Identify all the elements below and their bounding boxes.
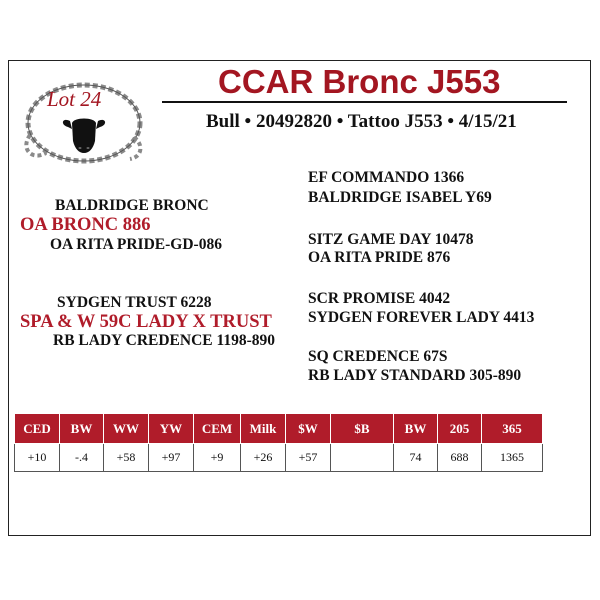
epd-value-dollar-w: +57 (286, 444, 331, 472)
epd-header-actual-bw: BW (394, 414, 438, 444)
pedigree-sire-dam-sire: SITZ GAME DAY 10478 (308, 231, 474, 248)
lot-label: Lot 24 (47, 87, 102, 111)
pedigree-dam-sire: SYDGEN TRUST 6228 (57, 294, 212, 311)
pedigree-sire-sire-dam: BALDRIDGE ISABEL Y69 (308, 189, 492, 206)
epd-header-row (15, 414, 543, 444)
epd-value-ww: +58 (104, 444, 149, 472)
pedigree-sire-dam-dam: OA RITA PRIDE 876 (308, 249, 451, 266)
epd-value-yw: +97 (149, 444, 194, 472)
epd-header-ced: CED (15, 414, 60, 444)
animal-info-line: Bull • 20492820 • Tattoo J553 • 4/15/21 (206, 111, 517, 132)
epd-value-cem: +9 (194, 444, 241, 472)
epd-header-milk: Milk (241, 414, 286, 444)
pedigree-sire: OA BRONC 886 (20, 215, 151, 235)
epd-header-205: 205 (438, 414, 482, 444)
epd-header-dollar-w: $W (286, 414, 331, 444)
epd-header-cem: CEM (194, 414, 241, 444)
pedigree-dam: SPA & W 59C LADY X TRUST (20, 312, 272, 332)
epd-value-205: 688 (438, 444, 482, 472)
epd-header-365: 365 (482, 414, 543, 444)
epd-header-dollar-b: $B (331, 414, 394, 444)
epd-header-yw: YW (149, 414, 194, 444)
pedigree-sire-sire: BALDRIDGE BRONC (55, 197, 209, 214)
pedigree-dam-sire-sire: SCR PROMISE 4042 (308, 290, 451, 307)
epd-value-row (15, 444, 543, 472)
animal-name-title: CCAR Bronc J553 (218, 63, 501, 100)
epd-header-bw: BW (60, 414, 104, 444)
epd-value-bw: -.4 (60, 444, 104, 472)
pedigree-dam-sire-dam: SYDGEN FOREVER LADY 4413 (308, 309, 535, 326)
epd-value-dollar-b (331, 444, 394, 472)
epd-value-365: 1365 (482, 444, 543, 472)
pedigree-dam-dam-dam: RB LADY STANDARD 305-890 (308, 367, 522, 384)
epd-value-milk: +26 (241, 444, 286, 472)
epd-header-ww: WW (104, 414, 149, 444)
epd-value-actual-bw: 74 (394, 444, 438, 472)
title-divider (162, 101, 567, 103)
pedigree-sire-sire-sire: EF COMMANDO 1366 (308, 169, 465, 186)
pedigree-sire-dam: OA RITA PRIDE-GD-086 (50, 236, 222, 253)
pedigree-dam-dam-sire: SQ CREDENCE 67S (308, 348, 448, 365)
epd-table (14, 413, 543, 472)
pedigree-dam-dam: RB LADY CREDENCE 1198-890 (53, 332, 276, 349)
epd-value-ced: +10 (15, 444, 60, 472)
